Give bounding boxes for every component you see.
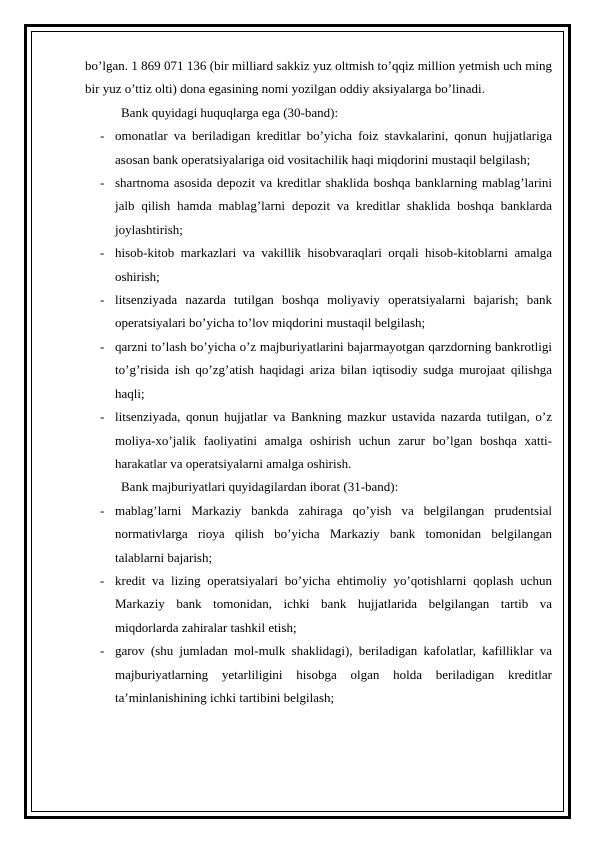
list-item [85, 288, 552, 335]
intro-paragraph: bo’lgan. 1 869 071 136 (bir milliard sakkiz yuz oltmish to’qqiz million yetmish uch ming bir yuz o’ttiz olti) dona egasining nomi yozilgan oddiy aksiyalarga bo’linadi. [85, 58, 552, 97]
list-item [85, 335, 552, 405]
dash-bullet: - [100, 245, 105, 261]
list-item [85, 171, 552, 241]
list-item-text: omonatlar va beriladigan kreditlar bo’yicha foiz stavkalarini, qonun hujjatlariga asosan bank operatsiyalariga oid vositachilik haqi miqdorini mustaqil belgilash; [115, 128, 552, 167]
rights-heading: Bank quyidagi huquqlarga ega (30-band): [121, 104, 339, 120]
list-item [85, 405, 552, 475]
list-item [85, 499, 552, 569]
list-item [85, 124, 552, 171]
list-item-text: mablag’larni Markaziy bankda zahiraga qo’yish va belgilangan prudentsial normativlarga rioya qilish bo’yicha Markaziy bank tomonidan belgilangan talablarni bajarish; [115, 502, 552, 565]
list-item-text: kredit va lizing operatsiyalari bo’yicha ehtimoliy yo’qotishlarni qoplash uchun Markaziy bank tomonidan, ichki bank hujjatlarida belgilangan tartib va miqdorlarda zahiralar tashkil etish; [115, 572, 552, 635]
obligations-list [85, 499, 552, 710]
dash-bullet: - [100, 175, 105, 191]
list-item-text: garov (shu jumladan mol-mulk shaklidagi), beriladigan kafolatlar, kafilliklar va majburiyatlarning yetarliligini hisobga olgan holda beriladigan kreditlar ta’minlanishining ichki tartibini belgilash; [115, 643, 552, 705]
rights-list [85, 124, 552, 475]
list-item-text: qarzni to’lash bo’yicha o’z majburiyatlarini bajarmayotgan qarzdorning bankrotligi to’g’risida ish qo’zg’atish haqidagi ariza bilan iqtisodiy sudga murojaat qilishga haqli; [115, 338, 552, 401]
list-item-text: litsenziyada nazarda tutilgan boshqa moliyaviy operatsiyalarni bajarish; bank operatsiyalari bo’yicha to’lov miqdorini mustaqil belgilash; [115, 292, 552, 331]
document-body [85, 54, 552, 709]
list-item [85, 639, 552, 709]
dash-bullet: - [100, 643, 105, 659]
dash-bullet: - [100, 338, 105, 354]
dash-bullet: - [100, 502, 105, 518]
list-item-text: shartnoma asosida depozit va kreditlar shaklida boshqa banklarning mablag’larini jalb qilish hamda mablag’larni depozit va kreditlar shaklida boshqa banklarda joylashtirish; [115, 175, 552, 237]
dash-bullet: - [100, 292, 105, 308]
obligations-heading: Bank majburiyatlari quyidagilardan iborat (31-band): [121, 479, 399, 495]
dash-bullet: - [100, 409, 105, 425]
list-item [85, 569, 552, 639]
list-item [85, 241, 552, 288]
dash-bullet: - [100, 572, 105, 588]
list-item-text: hisob-kitob markazlari va vakillik hisobvaraqlari orqali hisob-kitoblarni amalga oshirish; [115, 245, 552, 284]
list-item-text: litsenziyada, qonun hujjatlar va Bankning mazkur ustavida nazarda tutilgan, o’z moliya-xo’jalik faoliyatini amalga oshirish uchun zarur bo’lgan boshqa xatti-harakatlar va operatsiyalarni amalga oshirish. [115, 409, 552, 471]
dash-bullet: - [100, 128, 105, 144]
